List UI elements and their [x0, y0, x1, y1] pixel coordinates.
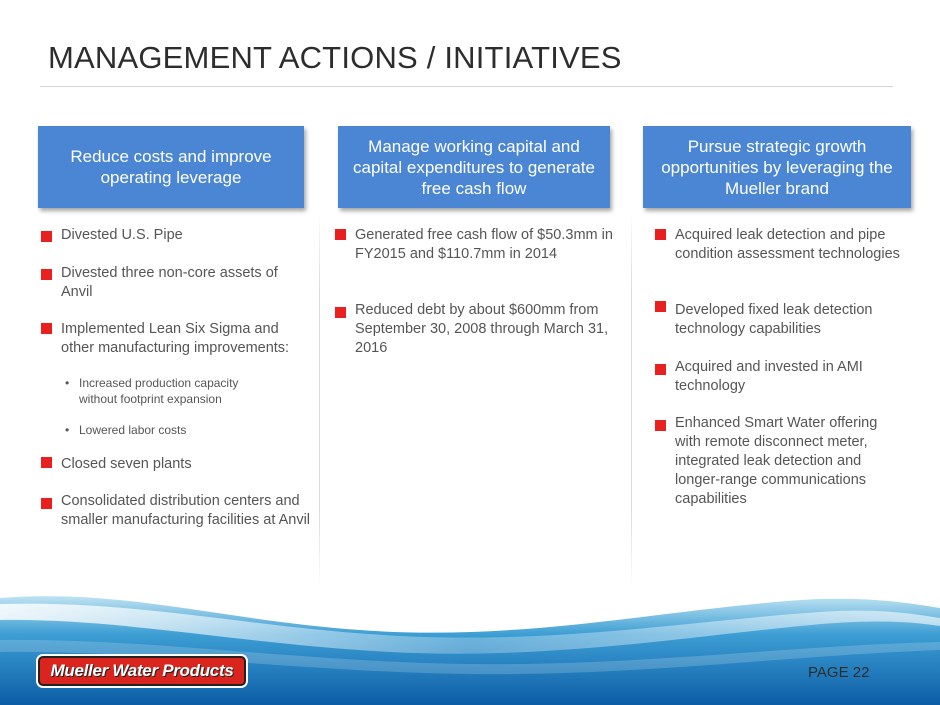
bullet-text: Divested U.S. Pipe [61, 227, 183, 243]
water-wave-banner [0, 590, 940, 705]
column-header-strategic-growth: Pursue strategic growth opportunities by leveraging the Mueller brand [643, 126, 911, 208]
red-square-bullet-icon [655, 420, 666, 431]
red-square-bullet-icon [41, 498, 52, 509]
page-number: PAGE 22 [808, 664, 870, 681]
bullet-item [675, 358, 905, 396]
red-square-bullet-icon [655, 301, 666, 312]
sub-bullet-dot-icon: • [65, 423, 70, 437]
title-divider [40, 86, 893, 87]
bullet-text: Generated free cash flow of $50.3mm in FY2015 and $110.7mm in 2014 [355, 227, 613, 262]
sub-bullet-dot-icon: • [65, 376, 70, 390]
bullet-item [675, 414, 905, 509]
red-square-bullet-icon [335, 229, 346, 240]
bullet-text: Closed seven plants [61, 456, 192, 472]
bullet-text: Acquired and invested in AMI technology [675, 359, 863, 394]
bullet-text: Reduced debt by about $600mm from September 30, 2008 through March 31, 2016 [355, 302, 609, 356]
logo-text: Mueller Water Products [50, 661, 234, 680]
bullet-item [355, 226, 619, 264]
red-square-bullet-icon [335, 307, 346, 318]
bullet-text: Consolidated distribution centers and smaller manufacturing facilities at Anvil [61, 493, 311, 528]
company-logo [38, 656, 246, 686]
bullet-item [675, 226, 905, 264]
red-square-bullet-icon [41, 457, 52, 468]
sub-bullet-item [65, 422, 279, 438]
bullet-text: Developed fixed leak detection technology capabilities [675, 302, 873, 337]
red-square-bullet-icon [655, 364, 666, 375]
sub-bullet-text: Increased production capacity without footprint expansion [79, 376, 239, 406]
sub-bullet-text: Lowered labor costs [79, 423, 187, 437]
bullet-item [61, 226, 311, 245]
red-square-bullet-icon [655, 229, 666, 240]
slide-title: MANAGEMENT ACTIONS / INITIATIVES [48, 40, 622, 75]
bullet-item [675, 301, 905, 339]
sub-bullet-item [65, 375, 279, 407]
red-square-bullet-icon [41, 231, 52, 242]
bullet-text: Enhanced Smart Water offering with remote disconnect meter, integrated leak detection and longer-range communications capabilities [675, 415, 878, 507]
column-header-working-capital: Manage working capital and capital expenditures to generate free cash flow [338, 126, 610, 208]
bullet-text: Divested three non-core assets of Anvil [61, 265, 278, 300]
column-divider [631, 210, 632, 590]
column-divider [319, 210, 320, 590]
bullet-text: Implemented Lean Six Sigma and other manufacturing improvements: [61, 321, 290, 356]
bullet-item [61, 264, 311, 302]
red-square-bullet-icon [41, 269, 52, 280]
red-square-bullet-icon [41, 323, 52, 334]
bullet-item [61, 492, 320, 530]
bullet-text: Acquired leak detection and pipe condition assessment technologies [675, 227, 900, 262]
column-header-reduce-costs: Reduce costs and improve operating leverage [38, 126, 304, 208]
bullet-item [355, 301, 619, 358]
bullet-item [61, 455, 311, 474]
bullet-item [61, 320, 313, 358]
